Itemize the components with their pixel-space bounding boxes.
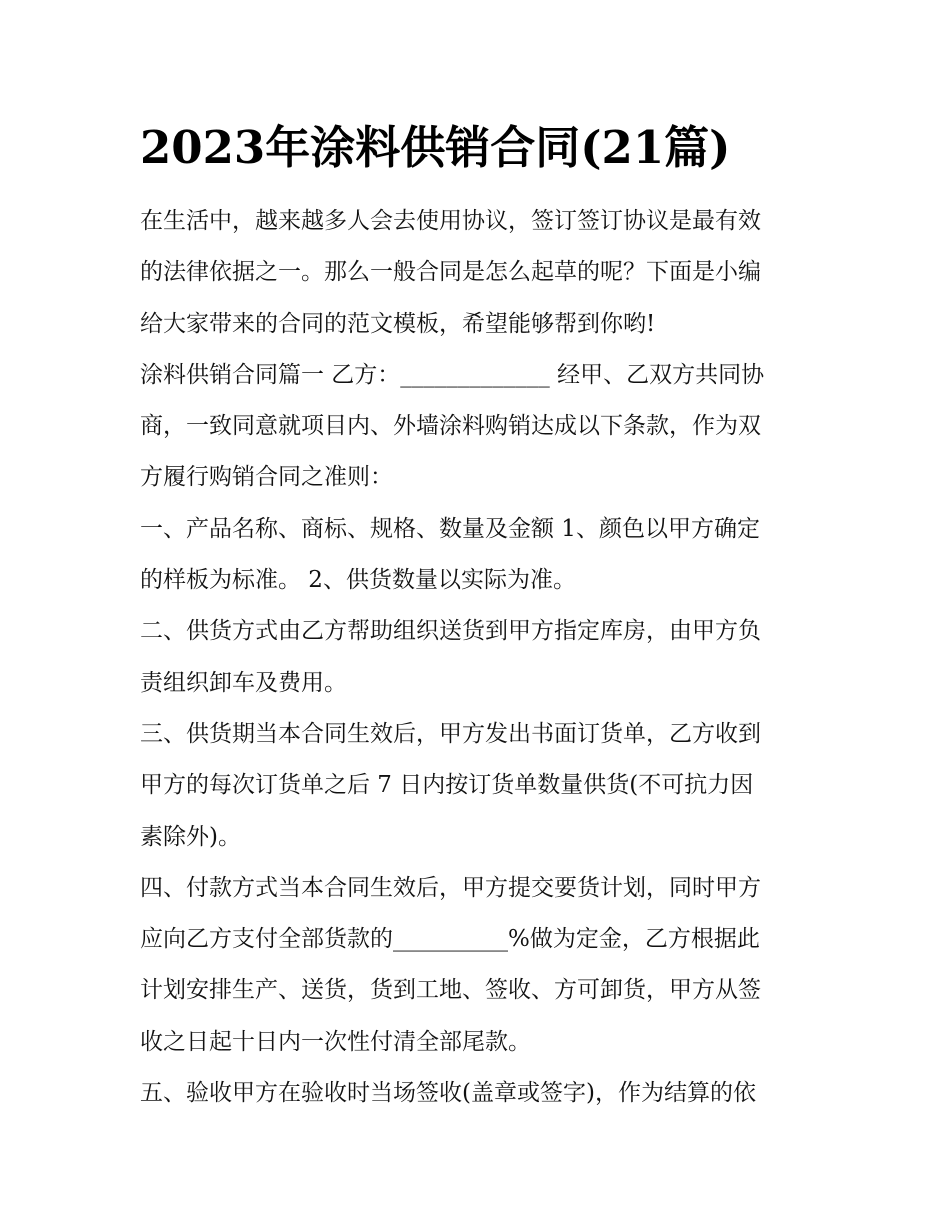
text-line: 的样板为标准。 2、供货数量以实际为准。 (140, 567, 576, 594)
document-body (140, 196, 815, 1119)
text-line: 计划安排生产、送货，货到工地、签收、方可卸货，甲方从签 (140, 977, 761, 1004)
text-line: 四、付款方式当本合同生效后，甲方提交要货计划，同时甲方 (140, 874, 761, 901)
text-line: 一、产品名称、商标、规格、数量及金额 1、颜色以甲方确定 (140, 515, 760, 542)
text-line: 应向乙方支付全部货款的__________%做为定金，乙方根据此 (140, 926, 760, 953)
text-line: 方履行购销合同之准则： (140, 464, 393, 491)
text-line: 三、供货期当本合同生效后，甲方发出书面订货单，乙方收到 (140, 720, 761, 747)
text-line: 涂料供销合同篇一 乙方：_____________ 经甲、乙双方共同协 (140, 361, 765, 388)
text-line: 商，一致同意就项目内、外墙涂料购销达成以下条款，作为双 (140, 413, 761, 440)
text-line: 素除外)。 (140, 823, 241, 850)
text-line: 二、供货方式由乙方帮助组织送货到甲方指定库房，由甲方负 (140, 618, 761, 645)
text-line: 的法律依据之一。那么一般合同是怎么起草的呢？下面是小编 (140, 259, 761, 286)
text-line: 甲方的每次订货单之后 7 日内按订货单数量供货(不可抗力因 (140, 772, 754, 799)
text-line: 收之日起十日内一次性付清全部尾款。 (140, 1028, 531, 1055)
text-line: 在生活中，越来越多人会去使用协议，签订签订协议是最有效 (140, 208, 761, 234)
document-title: 2023年涂料供销合同(21篇) (140, 121, 731, 174)
text-line: 给大家带来的合同的范文模板，希望能够帮到你哟! (140, 310, 656, 337)
text-line: 责组织卸车及费用。 (140, 669, 347, 696)
text-line: 五、验收甲方在验收时当场签收(盖章或签字)，作为结算的依 (140, 1080, 756, 1107)
